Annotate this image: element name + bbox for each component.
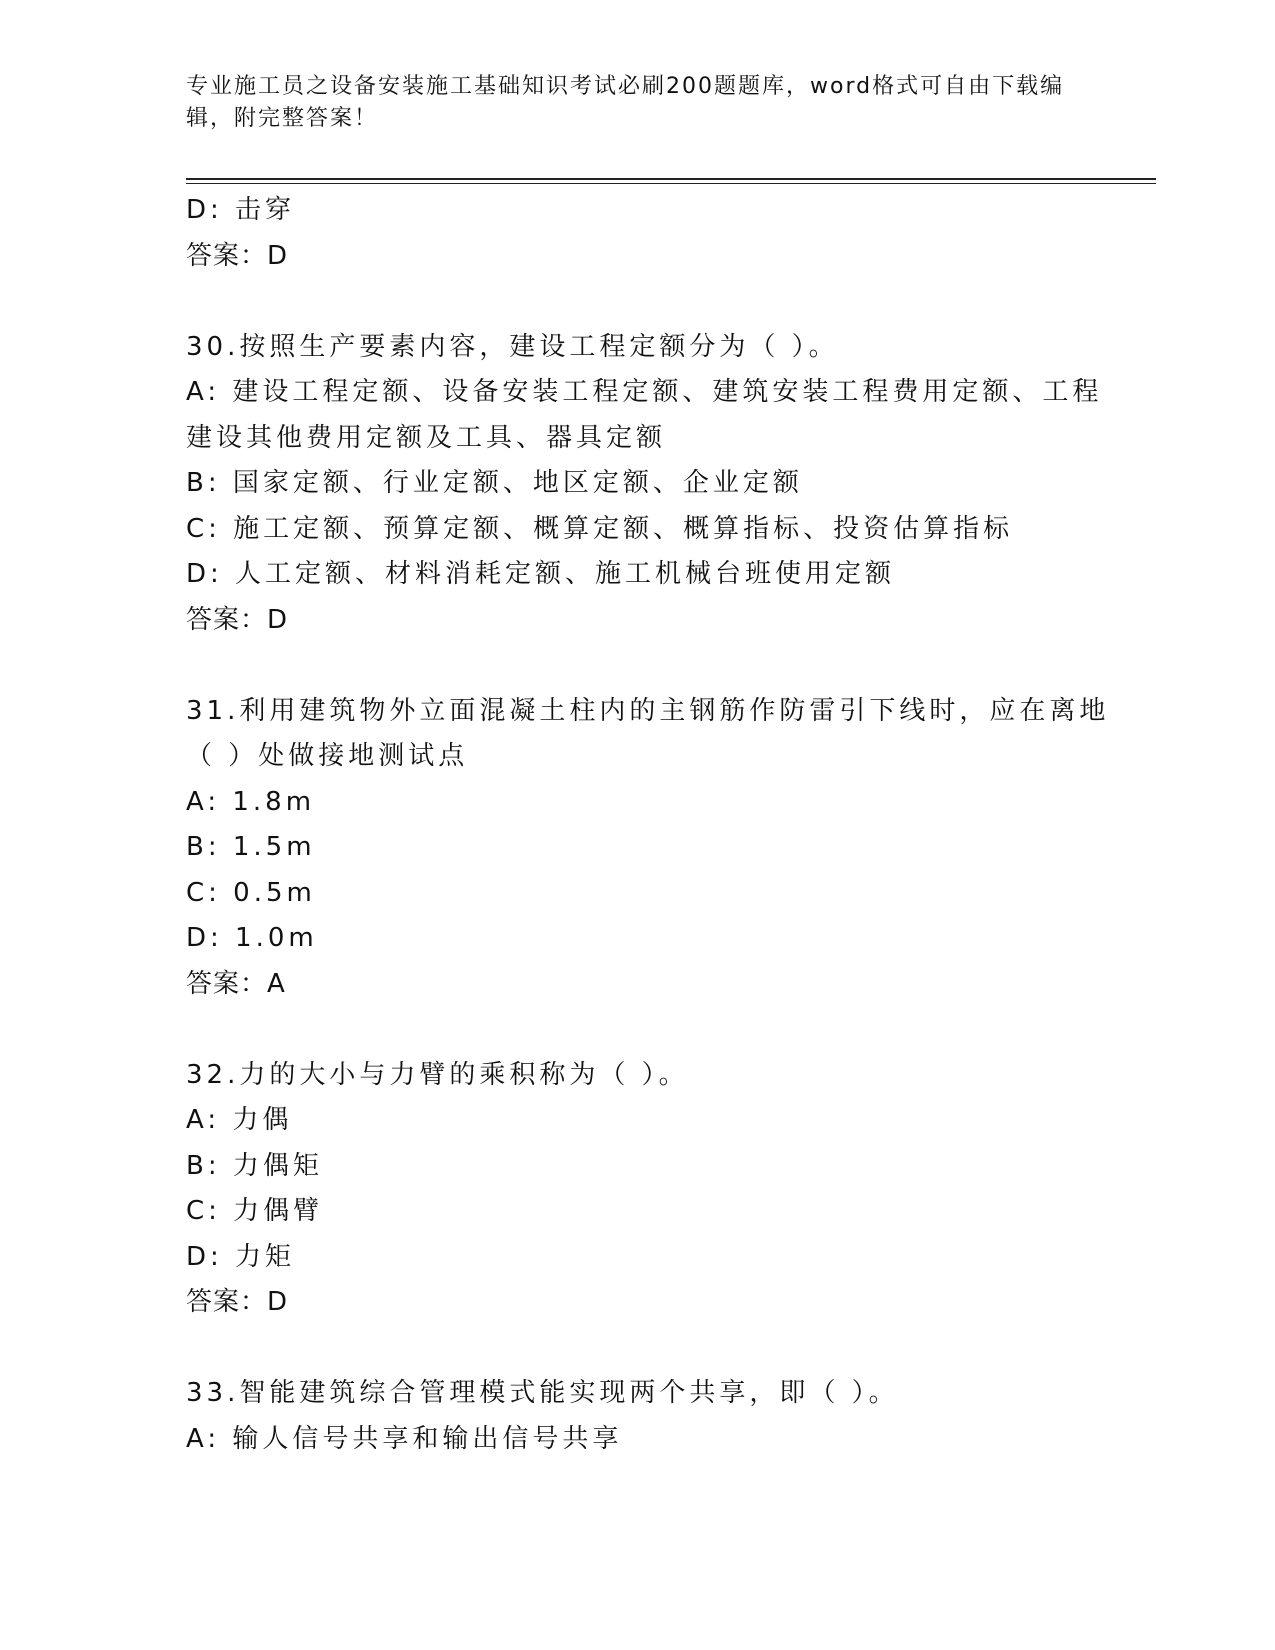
- question-list: [186, 188, 1110, 1462]
- option-line: A: 1.8m: [186, 786, 316, 817]
- question-stem: 33.智能建筑综合管理模式能实现两个共享，即（ ）。: [186, 1378, 899, 1408]
- option-line: B: 力偶矩: [186, 1150, 323, 1181]
- document-header: [186, 71, 1066, 135]
- spacer: [186, 279, 1086, 325]
- option-line: D: 击穿: [186, 195, 296, 225]
- question-block: [186, 1371, 1086, 1462]
- option-line: D: 1.0m: [186, 923, 318, 953]
- answer-line: 答案：D: [186, 240, 289, 271]
- option-line: A: 建设工程定额、设备安装工程定额、建筑安装工程费用定额、工程: [186, 377, 1103, 407]
- header-divider-thin: [186, 183, 1156, 184]
- question-stem: 30.按照生产要素内容，建设工程定额分为（ ）。: [186, 331, 839, 362]
- option-line: C: 0.5m: [186, 877, 316, 908]
- document-title: 专业施工员之设备安装施工基础知识考试必刷200题题库，word格式可自由下载编辑，附完整答案！: [186, 74, 1065, 131]
- option-line: B: 1.5m: [186, 832, 316, 862]
- option-line: D: 人工定额、材料消耗定额、施工机械台班使用定额: [186, 559, 896, 589]
- spacer: [186, 643, 1086, 689]
- answer-line: 答案：D: [186, 1287, 289, 1317]
- option-line: A: 力偶: [186, 1105, 293, 1135]
- answer-line: 答案：D: [186, 604, 289, 635]
- option-line: C: 力偶臂: [186, 1196, 324, 1226]
- option-line: C: 施工定额、预算定额、概算定额、概算指标、投资估算指标: [186, 513, 1014, 544]
- question-stem: 32.力的大小与力臂的乘积称为（ ）。: [186, 1059, 689, 1090]
- question-block: [186, 689, 1110, 1008]
- header-divider-thick: [186, 178, 1156, 180]
- answer-line: 答案：A: [186, 968, 286, 999]
- spacer: [186, 1007, 1086, 1053]
- option-line: 建设其他费用定额及工具、器具定额: [186, 422, 667, 453]
- question-stem: 31.利用建筑物外立面混凝土柱内的主钢筋作防雷引下线时，应在离地: [186, 695, 1110, 726]
- option-line: D: 力矩: [186, 1241, 296, 1272]
- question-block: [186, 325, 1103, 644]
- option-line: B: 国家定额、行业定额、地区定额、企业定额: [186, 468, 803, 498]
- option-line: A: 输人信号共享和输出信号共享: [186, 1423, 623, 1454]
- question-block: [186, 1053, 1086, 1326]
- spacer: [186, 1326, 1086, 1372]
- question-stem: （ ）处做接地测试点: [186, 741, 469, 771]
